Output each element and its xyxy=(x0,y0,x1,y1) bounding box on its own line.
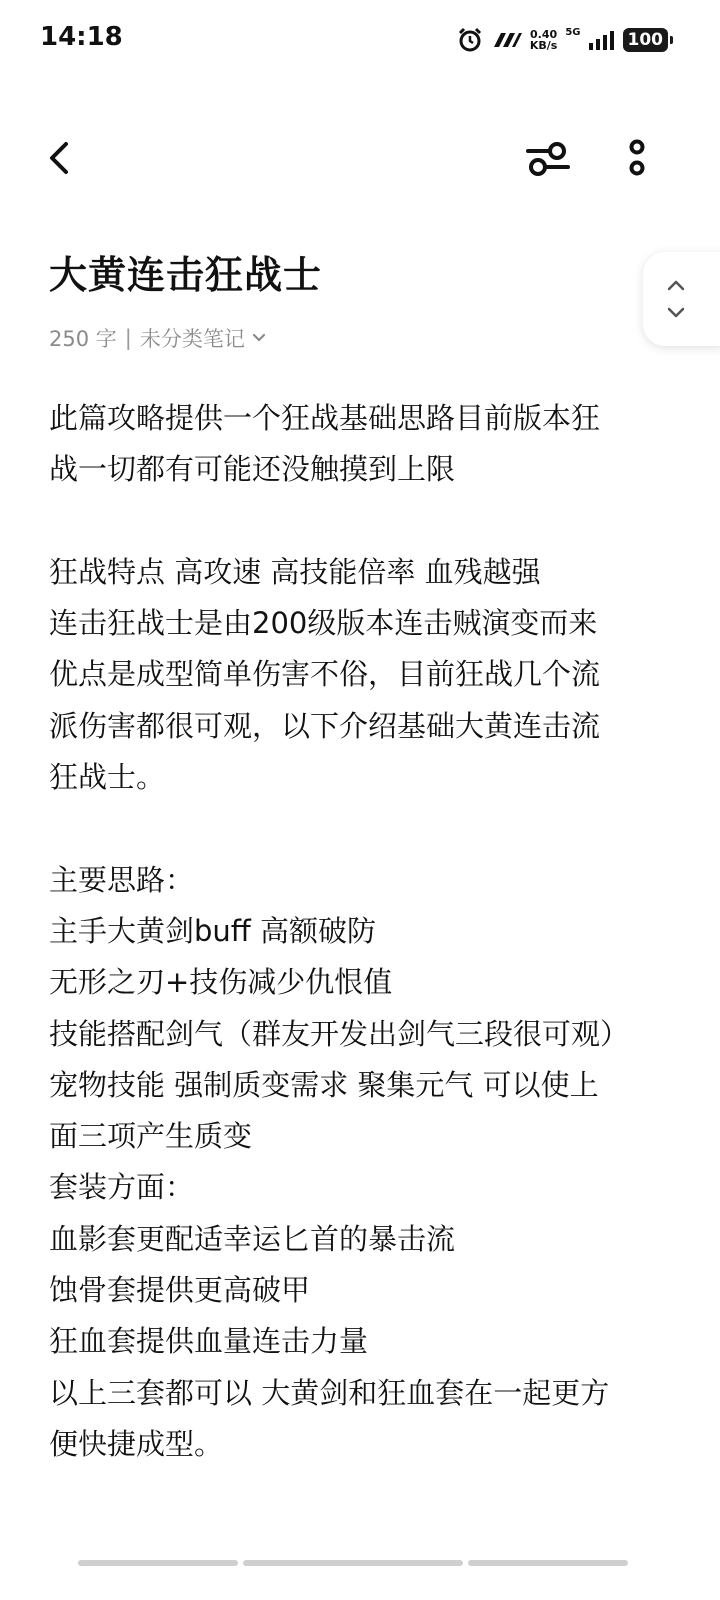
net-speed-unit: KB/s xyxy=(529,39,558,52)
bottom-bar-segment xyxy=(243,1560,463,1566)
meta-separator: | xyxy=(124,326,132,350)
note-meta xyxy=(49,323,267,353)
body-line: 狂血套提供血量连击力量 xyxy=(49,1324,369,1359)
body-line: 便快捷成型。 xyxy=(49,1426,224,1461)
body-line xyxy=(49,496,669,547)
body-line: 宠物技能 强制质变需求 聚集元气 可以使上 xyxy=(49,1067,599,1102)
note-body[interactable] xyxy=(49,393,669,1470)
body-line: 技能搭配剑气（群友开发出剑气三段很可观） xyxy=(49,1016,630,1051)
body-line: 战一切都有可能还没触摸到上限 xyxy=(49,452,456,487)
chevron-left-icon xyxy=(38,136,82,180)
body-line: 套装方面： xyxy=(49,1170,195,1205)
body-line: 优点是成型简单伤害不俗，目前狂战几个流 xyxy=(49,657,601,692)
category-label: 未分类笔记 xyxy=(139,327,245,351)
status-bar xyxy=(0,0,720,80)
body-line: 主手大黄剑buff 高额破防 xyxy=(49,913,376,948)
net-speed xyxy=(530,29,557,51)
bottom-toolbar-hint xyxy=(78,1560,628,1566)
body-line: 狂战特点 高攻速 高技能倍率 血残越强 xyxy=(49,554,541,589)
bottom-bar-segment xyxy=(468,1560,628,1566)
body-line: 主要思路： xyxy=(49,862,195,897)
category-selector[interactable] xyxy=(140,323,267,353)
body-line: 狂战士。 xyxy=(49,760,166,795)
body-line: 连击狂战士是由200级版本连击贼演变而来 xyxy=(49,606,598,641)
status-icons xyxy=(456,24,668,56)
chevron-up-icon[interactable] xyxy=(665,276,687,294)
body-line: 派伤害都很可观，以下介绍基础大黄连击流 xyxy=(49,708,601,743)
body-line: 血影套更配适幸运匕首的暴击流 xyxy=(49,1221,456,1256)
bottom-bar-segment xyxy=(78,1560,238,1566)
body-line xyxy=(49,803,669,854)
body-line: 以上三套都可以 大黄剑和狂血套在一起更方 xyxy=(49,1375,610,1410)
more-options-button[interactable] xyxy=(620,134,660,184)
body-line: 面三项产生质变 xyxy=(49,1119,253,1154)
network-type: 5G xyxy=(565,27,581,38)
note-title[interactable]: 大黄连击狂战士 xyxy=(49,253,323,297)
scroll-jump-control xyxy=(643,252,720,346)
body-line: 无形之刃+技伤减少仇恨值 xyxy=(49,965,393,1000)
adjust-sliders-icon xyxy=(520,134,576,184)
chevron-down-icon xyxy=(251,330,267,346)
hd-voice-icon xyxy=(492,29,522,51)
vertical-dots-icon xyxy=(620,134,660,184)
adjust-button[interactable] xyxy=(520,134,576,184)
word-count: 250 字 xyxy=(49,327,117,351)
battery-indicator: 100 xyxy=(623,28,669,52)
body-line: 此篇攻略提供一个狂战基础思路目前版本狂 xyxy=(49,401,601,435)
toolbar xyxy=(0,120,720,200)
signal-icon xyxy=(589,30,615,50)
chevron-down-icon[interactable] xyxy=(665,304,687,322)
body-line: 蚀骨套提供更高破甲 xyxy=(49,1273,311,1308)
alarm-icon xyxy=(456,26,484,54)
back-button[interactable] xyxy=(38,136,82,180)
net-speed-value: 0.40 xyxy=(530,28,558,41)
status-time: 14:18 xyxy=(40,22,123,52)
